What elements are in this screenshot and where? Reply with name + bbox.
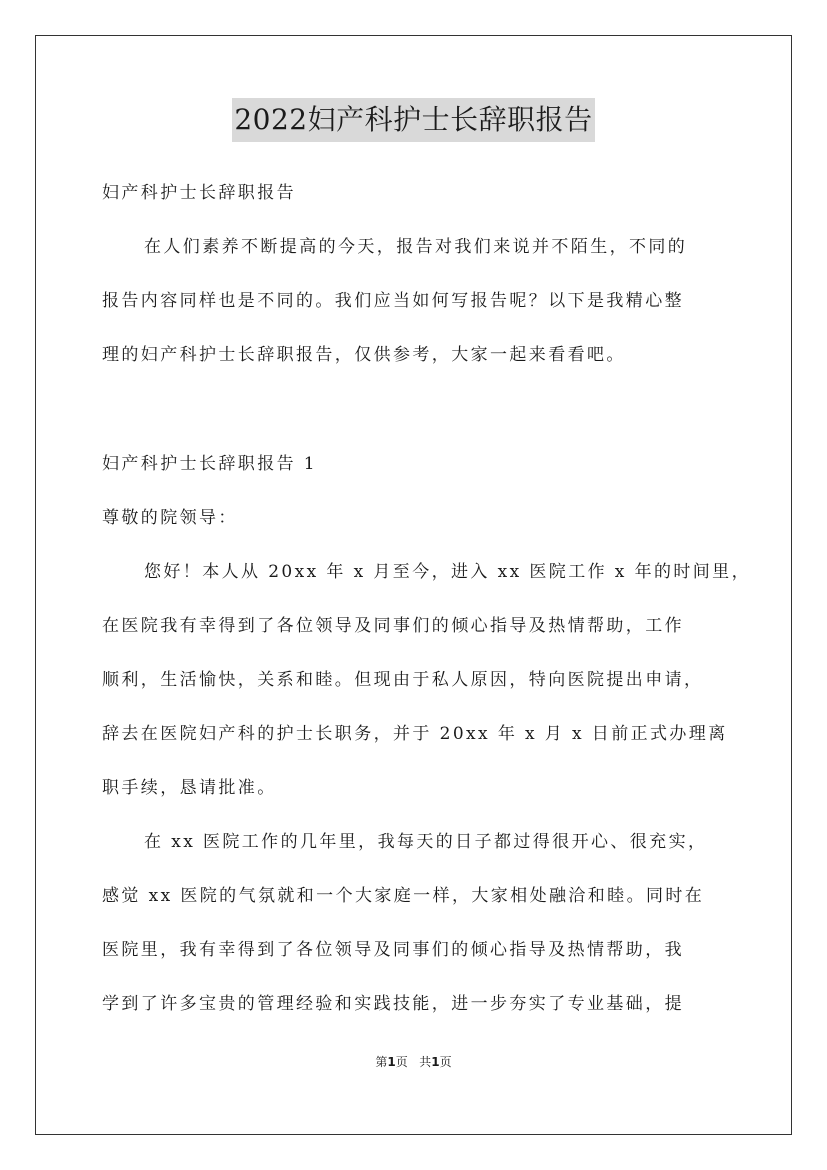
footer-page-current: 1 [387, 1055, 396, 1069]
footer-page-mid: 页 共 [395, 1055, 432, 1069]
paragraph2-line-1: 在 xx 医院工作的几年里，我每天的日子都过得很开心、很充实， [144, 832, 708, 852]
section-heading: 妇产科护士长辞职报告 1 [102, 454, 318, 474]
document-subtitle: 妇产科护士长辞职报告 [102, 183, 296, 203]
intro-line-2: 报告内容同样也是不同的。我们应当如何写报告呢？以下是我精心整 [102, 291, 684, 311]
footer-page-prefix: 第 [375, 1055, 388, 1069]
footer-page-total: 1 [431, 1055, 440, 1069]
paragraph1-line-1: 您好！本人从 20xx 年 x 月至今，进入 xx 医院工作 x 年的时间里， [144, 562, 751, 582]
document-title: 2022妇产科护士长辞职报告 [232, 98, 594, 142]
paragraph1-line-3: 顺利，生活愉快，关系和睦。但现由于私人原因，特向医院提出申请， [102, 670, 704, 690]
paragraph2-line-2: 感觉 xx 医院的气氛就和一个大家庭一样，大家相处融洽和睦。同时在 [102, 886, 705, 906]
intro-line-1: 在人们素养不断提高的今天，报告对我们来说并不陌生，不同的 [144, 237, 688, 257]
paragraph2-line-4: 学到了许多宝贵的管理经验和实践技能，进一步夯实了专业基础，提 [102, 994, 684, 1014]
salutation: 尊敬的院领导： [102, 508, 238, 528]
paragraph1-line-5: 职手续，恳请批准。 [102, 778, 277, 798]
paragraph2-line-3: 医院里，我有幸得到了各位领导及同事们的倾心指导及热情帮助，我 [102, 940, 684, 960]
footer-page-suffix: 页 [439, 1055, 452, 1069]
intro-line-3: 理的妇产科护士长辞职报告，仅供参考，大家一起来看看吧。 [102, 345, 626, 365]
paragraph1-line-2: 在医院我有幸得到了各位领导及同事们的倾心指导及热情帮助，工作 [102, 616, 684, 636]
paragraph1-line-4: 辞去在医院妇产科的护士长职务，并于 20xx 年 x 月 x 日前正式办理离 [102, 724, 728, 744]
title-container [0, 98, 827, 142]
page-footer [0, 1054, 827, 1070]
